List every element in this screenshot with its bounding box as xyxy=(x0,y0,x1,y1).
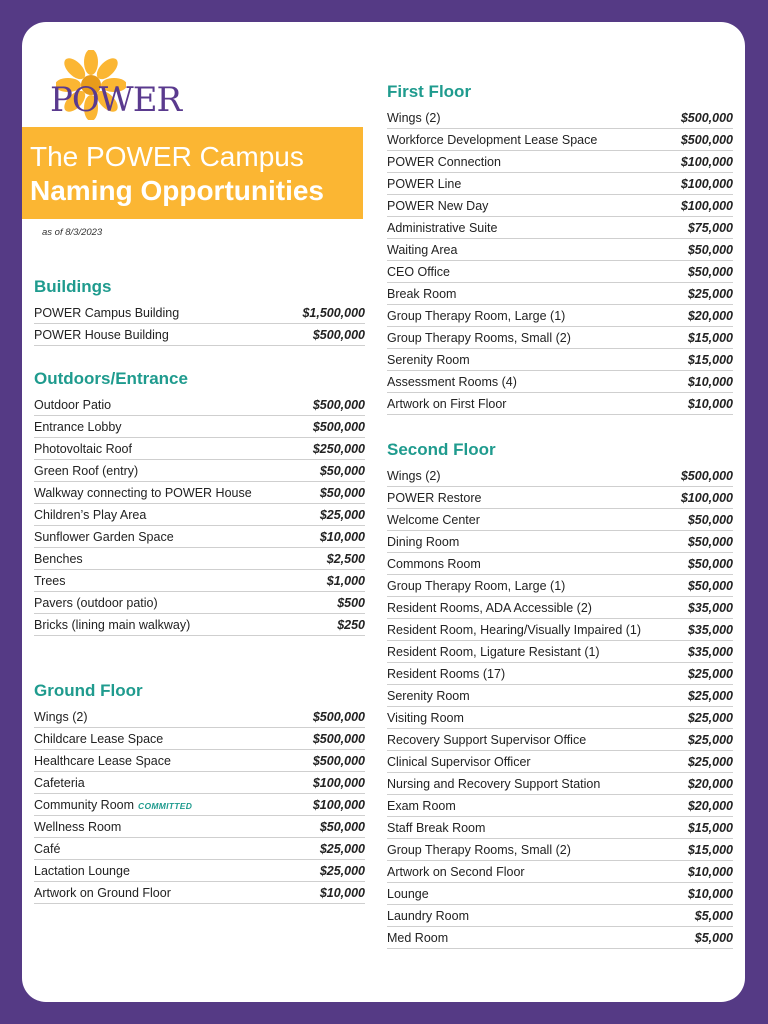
item-label-wrap xyxy=(387,645,600,659)
item-name: Outdoor Patio xyxy=(34,397,112,412)
section-heading: Ground Floor xyxy=(34,681,143,700)
item-amount: $5,000 xyxy=(694,908,733,923)
item-label-wrap xyxy=(34,776,85,790)
title-banner xyxy=(22,127,363,219)
item-label-wrap xyxy=(387,601,592,615)
item-label-wrap xyxy=(34,398,111,412)
list-item xyxy=(387,751,733,773)
item-label-wrap xyxy=(34,732,163,746)
item-amount: $35,000 xyxy=(687,600,733,615)
list-item xyxy=(387,927,733,949)
item-amount: $100,000 xyxy=(680,154,733,169)
list-item xyxy=(387,839,733,861)
item-label-wrap xyxy=(387,733,586,747)
item-amount: $35,000 xyxy=(687,644,733,659)
item-amount: $50,000 xyxy=(319,819,365,834)
item-name: Benches xyxy=(34,551,83,566)
item-amount: $25,000 xyxy=(319,841,365,856)
logo-wordmark: POWER xyxy=(50,80,182,120)
list-item xyxy=(34,394,365,416)
item-amount: $50,000 xyxy=(687,578,733,593)
item-name: Assessment Rooms (4) xyxy=(387,374,517,389)
item-label-wrap xyxy=(387,199,488,213)
item-label-wrap xyxy=(387,469,440,483)
item-amount: $15,000 xyxy=(687,820,733,835)
item-name: Resident Room, Ligature Resistant (1) xyxy=(387,644,600,659)
item-amount: $35,000 xyxy=(687,622,733,637)
item-label-wrap xyxy=(34,618,190,632)
item-name: Exam Room xyxy=(387,798,456,813)
item-amount: $500,000 xyxy=(680,132,733,147)
item-label-wrap xyxy=(387,265,450,279)
list-item xyxy=(387,553,733,575)
item-label-wrap xyxy=(387,887,429,901)
list-item xyxy=(387,261,733,283)
item-amount: $500,000 xyxy=(312,397,365,412)
item-label-wrap xyxy=(387,931,448,945)
item-label-wrap xyxy=(387,909,469,923)
item-name: Administrative Suite xyxy=(387,220,498,235)
item-amount: $15,000 xyxy=(687,352,733,367)
item-amount: $100,000 xyxy=(680,176,733,191)
list-item xyxy=(34,772,365,794)
item-amount: $500,000 xyxy=(680,110,733,125)
item-name: Staff Break Room xyxy=(387,820,486,835)
item-name: Pavers (outdoor patio) xyxy=(34,595,158,610)
item-amount: $10,000 xyxy=(319,529,365,544)
item-amount: $10,000 xyxy=(687,864,733,879)
item-label-wrap xyxy=(34,486,252,500)
item-amount: $25,000 xyxy=(687,710,733,725)
list-item xyxy=(387,217,733,239)
item-name: Resident Rooms, ADA Accessible (2) xyxy=(387,600,592,615)
item-label-wrap xyxy=(387,375,517,389)
list-item xyxy=(387,509,733,531)
item-amount: $500,000 xyxy=(312,709,365,724)
item-name: Break Room xyxy=(387,286,457,301)
item-name: Artwork on Second Floor xyxy=(387,864,525,879)
list-item xyxy=(34,416,365,438)
list-item xyxy=(387,151,733,173)
item-label-wrap xyxy=(34,328,169,342)
item-label-wrap xyxy=(387,579,565,593)
item-name: Healthcare Lease Space xyxy=(34,753,171,768)
item-amount: $20,000 xyxy=(687,776,733,791)
item-name: Lounge xyxy=(387,886,429,901)
list-item xyxy=(34,482,365,504)
item-amount: $500,000 xyxy=(312,731,365,746)
list-item xyxy=(387,173,733,195)
item-name: Walkway connecting to POWER House xyxy=(34,485,252,500)
list-item xyxy=(387,597,733,619)
item-name: Resident Room, Hearing/Visually Impaired (1) xyxy=(387,622,642,637)
list-item xyxy=(387,575,733,597)
list-item xyxy=(34,838,365,860)
item-amount: $250,000 xyxy=(312,441,365,456)
item-name: Group Therapy Rooms, Small (2) xyxy=(387,330,571,345)
list-item xyxy=(387,641,733,663)
list-item xyxy=(34,614,365,636)
list-item xyxy=(387,883,733,905)
item-name: Welcome Center xyxy=(387,512,480,527)
section-heading: Outdoors/Entrance xyxy=(34,369,188,388)
item-amount: $500,000 xyxy=(680,468,733,483)
section-second-floor xyxy=(387,439,733,949)
item-name: Waiting Area xyxy=(387,242,458,257)
item-name: Children’s Play Area xyxy=(34,507,147,522)
item-name: Resident Rooms (17) xyxy=(387,666,506,681)
item-label-wrap xyxy=(387,623,641,637)
section-buildings xyxy=(34,276,365,346)
section-outdoors xyxy=(34,368,365,636)
item-amount: $20,000 xyxy=(687,798,733,813)
item-label-wrap xyxy=(387,513,480,527)
item-label-wrap xyxy=(387,111,440,125)
item-name: Commons Room xyxy=(387,556,481,571)
section-heading: Buildings xyxy=(34,277,112,296)
list-item xyxy=(387,773,733,795)
item-name: Artwork on Ground Floor xyxy=(34,885,171,900)
list-item xyxy=(34,728,365,750)
item-label-wrap xyxy=(34,306,179,320)
item-label-wrap xyxy=(34,596,158,610)
item-amount: $15,000 xyxy=(687,842,733,857)
item-name: Artwork on First Floor xyxy=(387,396,507,411)
item-amount: $10,000 xyxy=(687,886,733,901)
list-item xyxy=(34,438,365,460)
item-label-wrap xyxy=(387,777,600,791)
item-amount: $500 xyxy=(337,595,365,610)
list-item xyxy=(387,707,733,729)
item-name: CEO Office xyxy=(387,264,450,279)
list-item xyxy=(34,324,365,346)
item-label-wrap xyxy=(34,798,192,812)
item-label-wrap xyxy=(387,133,597,147)
list-item xyxy=(34,460,365,482)
item-name: POWER Connection xyxy=(387,154,501,169)
item-amount: $50,000 xyxy=(687,264,733,279)
item-name: Trees xyxy=(34,573,66,588)
list-item xyxy=(387,349,733,371)
item-name: Nursing and Recovery Support Station xyxy=(387,776,601,791)
item-name: Wings (2) xyxy=(34,709,88,724)
item-label-wrap xyxy=(34,464,138,478)
list-item xyxy=(34,526,365,548)
item-label-wrap xyxy=(387,491,481,505)
item-amount: $25,000 xyxy=(319,507,365,522)
item-amount: $20,000 xyxy=(687,308,733,323)
item-label-wrap xyxy=(387,221,497,235)
item-name: Green Roof (entry) xyxy=(34,463,139,478)
item-label-wrap xyxy=(387,843,571,857)
item-label-wrap xyxy=(387,821,485,835)
item-amount: $100,000 xyxy=(312,775,365,790)
item-name: Cafeteria xyxy=(34,775,85,790)
item-amount: $50,000 xyxy=(687,556,733,571)
item-amount: $15,000 xyxy=(687,330,733,345)
list-item xyxy=(387,487,733,509)
item-name: Recovery Support Supervisor Office xyxy=(387,732,587,747)
item-amount: $75,000 xyxy=(687,220,733,235)
item-label-wrap xyxy=(387,711,464,725)
list-item xyxy=(387,685,733,707)
item-amount: $1,000 xyxy=(326,573,365,588)
list-item xyxy=(34,592,365,614)
item-name: Wings (2) xyxy=(387,110,441,125)
item-label-wrap xyxy=(34,754,171,768)
list-item xyxy=(387,531,733,553)
item-amount: $50,000 xyxy=(319,463,365,478)
item-name: Serenity Room xyxy=(387,688,470,703)
item-label-wrap xyxy=(34,886,171,900)
item-name: Café xyxy=(34,841,61,856)
item-name: Wings (2) xyxy=(387,468,441,483)
section-ground-floor xyxy=(34,680,365,904)
list-item xyxy=(34,570,365,592)
item-amount: $500,000 xyxy=(312,419,365,434)
item-label-wrap xyxy=(34,574,66,588)
item-name: POWER Restore xyxy=(387,490,482,505)
item-name: Serenity Room xyxy=(387,352,470,367)
item-label-wrap xyxy=(387,353,470,367)
item-label-wrap xyxy=(34,842,60,856)
list-item xyxy=(387,107,733,129)
item-amount: $10,000 xyxy=(687,396,733,411)
item-label-wrap xyxy=(387,799,456,813)
item-label-wrap xyxy=(387,397,506,411)
section-heading: First Floor xyxy=(387,82,472,101)
list-item xyxy=(387,817,733,839)
item-name: Laundry Room xyxy=(387,908,469,923)
item-name: Workforce Development Lease Space xyxy=(387,132,598,147)
list-item xyxy=(387,327,733,349)
item-name: Group Therapy Rooms, Small (2) xyxy=(387,842,571,857)
item-amount: $100,000 xyxy=(680,490,733,505)
list-item xyxy=(34,706,365,728)
item-amount: $50,000 xyxy=(687,534,733,549)
item-name: Lactation Lounge xyxy=(34,863,130,878)
item-name: Bricks (lining main walkway) xyxy=(34,617,191,632)
item-amount: $25,000 xyxy=(687,286,733,301)
list-item xyxy=(387,129,733,151)
item-amount: $25,000 xyxy=(687,666,733,681)
list-item xyxy=(387,729,733,751)
item-amount: $25,000 xyxy=(319,863,365,878)
item-amount: $25,000 xyxy=(687,754,733,769)
list-item xyxy=(387,619,733,641)
as-of-date: as of 8/3/2023 xyxy=(42,227,103,238)
item-amount: $5,000 xyxy=(694,930,733,945)
list-item xyxy=(34,794,365,816)
item-name: Wellness Room xyxy=(34,819,122,834)
item-label-wrap xyxy=(387,243,457,257)
item-label-wrap xyxy=(34,552,83,566)
item-label-wrap xyxy=(387,155,501,169)
list-item xyxy=(387,305,733,327)
item-label-wrap xyxy=(387,309,565,323)
list-item xyxy=(387,861,733,883)
item-label-wrap xyxy=(34,530,174,544)
item-amount: $50,000 xyxy=(687,512,733,527)
item-amount: $50,000 xyxy=(319,485,365,500)
list-item xyxy=(34,548,365,570)
section-first-floor xyxy=(387,81,733,415)
item-name: Visiting Room xyxy=(387,710,464,725)
list-item xyxy=(34,302,365,324)
document-card xyxy=(22,22,745,1002)
list-item xyxy=(387,239,733,261)
title-line-2: Naming Opportunities xyxy=(30,175,324,206)
section-heading: Second Floor xyxy=(387,440,496,459)
item-label-wrap xyxy=(34,820,121,834)
item-amount: $100,000 xyxy=(312,797,365,812)
item-label-wrap xyxy=(34,442,132,456)
list-item xyxy=(387,663,733,685)
list-item xyxy=(387,283,733,305)
list-item xyxy=(34,882,365,904)
committed-badge: COMMITTED xyxy=(138,800,193,811)
item-label-wrap xyxy=(34,508,146,522)
title-line-1: The POWER Campus xyxy=(30,141,304,172)
item-label-wrap xyxy=(387,287,456,301)
power-logo xyxy=(48,50,188,134)
item-name: POWER House Building xyxy=(34,327,169,342)
item-label-wrap xyxy=(387,535,459,549)
item-label-wrap xyxy=(387,865,525,879)
item-label-wrap xyxy=(387,667,505,681)
item-amount: $500,000 xyxy=(312,327,365,342)
item-amount: $250 xyxy=(337,617,365,632)
item-name: Sunflower Garden Space xyxy=(34,529,174,544)
item-name: Childcare Lease Space xyxy=(34,731,164,746)
item-label-wrap xyxy=(34,420,122,434)
item-name: Clinical Supervisor Officer xyxy=(387,754,531,769)
item-name: Med Room xyxy=(387,930,449,945)
item-amount: $10,000 xyxy=(319,885,365,900)
list-item xyxy=(34,750,365,772)
item-name: Dining Room xyxy=(387,534,460,549)
item-name: Group Therapy Room, Large (1) xyxy=(387,578,566,593)
item-name: POWER New Day xyxy=(387,198,489,213)
item-amount: $10,000 xyxy=(687,374,733,389)
list-item xyxy=(387,465,733,487)
list-item xyxy=(387,195,733,217)
list-item xyxy=(34,816,365,838)
item-name: POWER Campus Building xyxy=(34,305,180,320)
item-name: Community Room xyxy=(34,797,135,812)
item-amount: $1,500,000 xyxy=(302,305,365,320)
item-label-wrap xyxy=(34,864,130,878)
item-label-wrap xyxy=(387,689,470,703)
list-item xyxy=(387,795,733,817)
item-amount: $25,000 xyxy=(687,688,733,703)
item-name: POWER Line xyxy=(387,176,462,191)
list-item xyxy=(387,905,733,927)
item-name: Group Therapy Room, Large (1) xyxy=(387,308,566,323)
list-item xyxy=(34,860,365,882)
item-label-wrap xyxy=(387,331,571,345)
item-label-wrap xyxy=(34,710,87,724)
item-amount: $2,500 xyxy=(326,551,365,566)
list-item xyxy=(34,504,365,526)
list-item xyxy=(387,371,733,393)
item-name: Photovoltaic Roof xyxy=(34,441,132,456)
item-label-wrap xyxy=(387,177,461,191)
list-item xyxy=(387,393,733,415)
item-label-wrap xyxy=(387,557,481,571)
item-name: Entrance Lobby xyxy=(34,419,122,434)
item-amount: $500,000 xyxy=(312,753,365,768)
item-amount: $25,000 xyxy=(687,732,733,747)
item-label-wrap xyxy=(387,755,531,769)
item-amount: $50,000 xyxy=(687,242,733,257)
item-amount: $100,000 xyxy=(680,198,733,213)
